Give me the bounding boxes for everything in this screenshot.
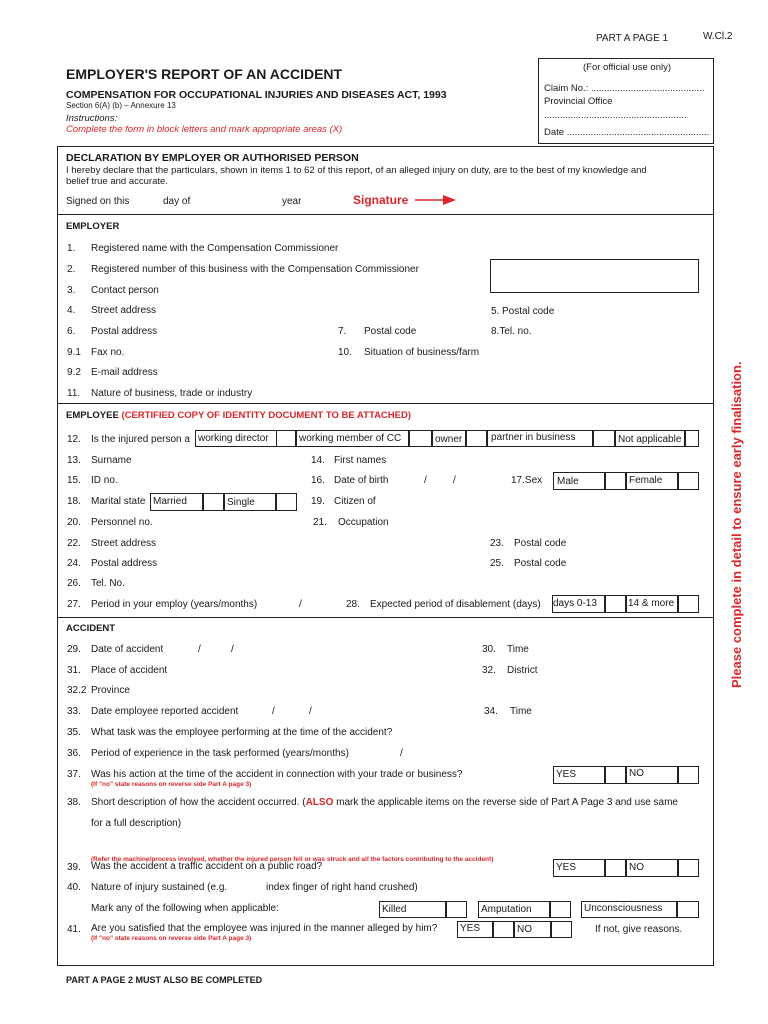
- sex-label: 17.Sex: [511, 475, 543, 486]
- postal-code-label: Postal code: [502, 306, 555, 317]
- id-no-label: ID no.: [91, 475, 118, 486]
- period-separator: /: [400, 748, 403, 759]
- nature-of-business-label: Nature of business, trade or industry: [91, 388, 253, 399]
- time-label: Time: [507, 644, 529, 655]
- item-number: 7.: [338, 326, 347, 337]
- description-text-b: mark the applicable items on the reverse side of Part A Page 3 and use same: [333, 797, 678, 808]
- marital-state-label: Marital state: [91, 496, 146, 507]
- declaration-text-1: I hereby declare that the particulars, shown in items 1 to 62 of this report, of an alleged injury on duty, are to the best of my knowledge and: [66, 165, 647, 176]
- killed-checkbox[interactable]: [446, 901, 467, 918]
- item-number: 21.: [313, 517, 327, 528]
- provincial-office-label: Provincial Office: [544, 96, 613, 107]
- employee-postal-code-label: Postal code: [514, 538, 567, 549]
- first-names-label: First names: [334, 455, 387, 466]
- footer-note: PART A PAGE 2 MUST ALSO BE COMPLETED: [66, 975, 263, 985]
- day-of-label: day of: [163, 196, 191, 207]
- postal-address-label: Postal address: [91, 326, 158, 337]
- owner-label: owner: [435, 434, 463, 445]
- owner-checkbox[interactable]: [466, 430, 487, 447]
- registered-name-label: Registered name with the Compensation Commissioner: [91, 243, 339, 254]
- item-number: 2.: [67, 264, 76, 275]
- item-number: 4.: [67, 305, 76, 316]
- female-checkbox[interactable]: [678, 472, 699, 490]
- q41-yes-label: YES: [460, 923, 481, 934]
- item-number: 5.: [491, 306, 500, 317]
- divider: [57, 214, 714, 215]
- item-number: 33.: [67, 706, 81, 717]
- date-field[interactable]: Date ......................................................: [544, 127, 710, 138]
- satisfied-label: Are you satisfied that the employee was injured in the manner alleged by him?: [91, 923, 438, 934]
- item-number: 36.: [67, 748, 81, 759]
- place-of-accident-label: Place of accident: [91, 665, 168, 676]
- item-number: 3.: [67, 285, 76, 296]
- item-number: 12.: [67, 434, 81, 445]
- date-separator: /: [309, 706, 312, 717]
- item-number: 20.: [67, 517, 81, 528]
- item-number: 24.: [67, 558, 81, 569]
- item-number: 41.: [67, 924, 81, 935]
- surname-label: Surname: [91, 455, 132, 466]
- partner-label: partner in business: [491, 432, 576, 443]
- item-number: 28.: [346, 599, 360, 610]
- declaration-heading: DECLARATION BY EMPLOYER OR AUTHORISED PERSON: [66, 152, 359, 164]
- days-14-more-checkbox[interactable]: [678, 595, 699, 613]
- time-reported-label: Time: [510, 706, 532, 717]
- employee-postal-address-label: Postal address: [91, 558, 158, 569]
- working-director-checkbox[interactable]: [276, 430, 296, 447]
- page-title: EMPLOYER'S REPORT OF AN ACCIDENT: [66, 66, 343, 82]
- province-label: Province: [91, 685, 130, 696]
- situation-label: Situation of business/farm: [364, 347, 480, 358]
- married-checkbox[interactable]: [203, 493, 224, 511]
- employee-tel-label: Tel. No.: [91, 578, 125, 589]
- item-number: 31.: [67, 665, 81, 676]
- item-number: 35.: [67, 727, 81, 738]
- q37-yes-checkbox[interactable]: [605, 766, 626, 784]
- accident-heading: ACCIDENT: [66, 623, 116, 634]
- employee-street-address-label: Street address: [91, 538, 157, 549]
- date-separator: /: [231, 644, 234, 655]
- item-number: 26.: [67, 578, 81, 589]
- item-number: 1.: [67, 243, 76, 254]
- item-number: 9.1: [67, 347, 81, 358]
- q39-yes-label: YES: [556, 862, 577, 873]
- tel-no-label: 8.Tel. no.: [491, 326, 532, 337]
- arrow-right-icon: [415, 193, 457, 207]
- give-reasons-label: If not, give reasons.: [595, 924, 683, 935]
- item-number: 27.: [67, 599, 81, 610]
- description-label: [91, 797, 678, 808]
- date-separator: /: [453, 475, 456, 486]
- year-label: year: [282, 196, 302, 207]
- q37-yes-label: YES: [556, 769, 577, 780]
- female-label: Female: [629, 475, 663, 486]
- item-number: 10.: [338, 347, 352, 358]
- killed-label: Killed: [382, 904, 407, 915]
- q41-no-checkbox[interactable]: [551, 921, 572, 938]
- item-number: 18.: [67, 496, 81, 507]
- district-label: District: [507, 665, 538, 676]
- official-use-heading: (For official use only): [583, 62, 671, 73]
- item-number: 11.: [67, 388, 81, 399]
- registered-number-box[interactable]: [490, 259, 699, 293]
- q37-no-label: NO: [629, 768, 644, 779]
- male-label: Male: [557, 476, 579, 487]
- item-number: 16.: [311, 475, 325, 486]
- part-page-label: PART A PAGE 1: [596, 33, 669, 44]
- unconsciousness-label: Unconsciousness: [584, 903, 663, 914]
- period-in-employ-label: Period in your employ (years/months): [91, 599, 258, 610]
- not-applicable-checkbox[interactable]: [685, 430, 699, 447]
- instructions-text: Complete the form in block letters and mark appropriate areas (X): [66, 124, 343, 135]
- item-number: 34.: [484, 706, 498, 717]
- q41-yes-checkbox[interactable]: [493, 921, 514, 938]
- days-14-more-label: 14 & more: [628, 598, 675, 609]
- employee-heading: [66, 410, 411, 421]
- item-number: 32.: [482, 665, 496, 676]
- q41-note: (If "no" state reasons on reverse side Part A page 3): [91, 935, 252, 942]
- date-reported-label: Date employee reported accident: [91, 706, 239, 717]
- description-also: ALSO: [305, 797, 334, 808]
- working-member-cc-checkbox[interactable]: [409, 430, 432, 447]
- male-checkbox[interactable]: [605, 472, 626, 490]
- item-number: 38.: [67, 797, 81, 808]
- days-0-13-label: 0-13 days: [553, 598, 597, 609]
- occupation-label: Occupation: [338, 517, 389, 528]
- item-number: 25.: [490, 558, 504, 569]
- claim-no-field[interactable]: Claim No.: ...........................................: [544, 83, 705, 94]
- item-number: 13.: [67, 455, 81, 466]
- married-label: Married: [153, 496, 187, 507]
- date-of-birth-label: Date of birth: [334, 475, 389, 486]
- q37-note: (If "no" state reasons on reverse side Part A page 3): [91, 781, 252, 788]
- signed-on-label: Signed on this: [66, 196, 130, 207]
- period-separator: /: [299, 599, 302, 610]
- injured-person-type-label: Is the injured person a: [91, 434, 190, 445]
- divider: [57, 403, 714, 404]
- postal-code-label: Postal code: [364, 326, 417, 337]
- amputation-checkbox[interactable]: [550, 901, 571, 918]
- employer-heading: EMPLOYER: [66, 221, 120, 232]
- form-code: W.Cl.2: [703, 31, 733, 42]
- date-separator: /: [272, 706, 275, 717]
- working-member-cc-label: working member of CC: [299, 433, 402, 444]
- days-0-13-checkbox[interactable]: [605, 595, 626, 613]
- item-number: 9.2: [67, 367, 81, 378]
- provincial-office-field[interactable]: ......................................................: [544, 110, 687, 121]
- fax-no-label: Fax no.: [91, 347, 125, 358]
- traffic-accident-label: Was the accident a traffic accident on a public road?: [91, 861, 323, 872]
- item-number: 14.: [311, 455, 325, 466]
- instructions-label: Instructions:: [66, 113, 118, 124]
- q38-note: (Refer the machine/process involved, whether the injured person fell or was struck and all the factors contributing to the accident): [91, 856, 494, 863]
- item-number: 22.: [67, 538, 81, 549]
- working-director-label: working director: [198, 433, 269, 444]
- side-note: Please complete in detail to ensure early finalisation.: [729, 361, 744, 688]
- q41-no-label: NO: [517, 924, 532, 935]
- nature-of-injury-label: Nature of injury sustained (e.g.: [91, 882, 228, 893]
- disablement-period-label: Expected period of disablement (days): [370, 599, 541, 610]
- item-number: 6.: [67, 326, 76, 337]
- citizen-of-label: Citizen of: [334, 496, 376, 507]
- divider: [57, 617, 714, 618]
- personnel-no-label: Personnel no.: [91, 517, 153, 528]
- date-separator: /: [424, 475, 427, 486]
- partner-checkbox[interactable]: [593, 430, 615, 447]
- q37-no-checkbox[interactable]: [678, 766, 699, 784]
- declaration-text-2: belief true and accurate.: [66, 176, 168, 187]
- nature-of-injury-example: index finger of right hand crushed): [266, 882, 418, 893]
- signature-label: Signature: [353, 193, 409, 207]
- date-separator: /: [198, 644, 201, 655]
- page-subtitle: COMPENSATION FOR OCCUPATIONAL INJURIES AND DISEASES ACT, 1993: [66, 89, 447, 101]
- q39-no-label: NO: [629, 862, 644, 873]
- item-number: 39.: [67, 862, 81, 873]
- item-number: 40.: [67, 882, 81, 893]
- item-number: 32.2: [67, 685, 87, 696]
- in-connection-label: Was his action at the time of the accident in connection with your trade or business?: [91, 769, 463, 780]
- description-text-a: Short description of how the accident occurred. (: [91, 797, 306, 808]
- amputation-label: Amputation: [481, 904, 532, 915]
- experience-label: Period of experience in the task performed (years/months): [91, 748, 349, 759]
- date-of-accident-label: Date of accident: [91, 644, 164, 655]
- section-ref: Section 6(A) (b) – Annexure 13: [66, 101, 176, 110]
- item-number: 19.: [311, 496, 325, 507]
- item-number: 15.: [67, 475, 81, 486]
- email-label: E-mail address: [91, 367, 158, 378]
- description-text-c: for a full description): [91, 818, 182, 829]
- employee-heading-note: (CERTIFIED COPY OF IDENTITY DOCUMENT TO BE ATTACHED): [121, 410, 412, 421]
- single-checkbox[interactable]: [276, 493, 297, 511]
- item-number: 23.: [490, 538, 504, 549]
- item-number: 30.: [482, 644, 496, 655]
- mark-applicable-label: Mark any of the following when applicable:: [91, 903, 279, 914]
- task-label: What task was the employee performing at the time of the accident?: [91, 727, 393, 738]
- item-number: 29.: [67, 644, 81, 655]
- employee-heading-text: EMPLOYEE: [66, 410, 119, 421]
- employee-postal-code-2-label: Postal code: [514, 558, 567, 569]
- contact-person-label: Contact person: [91, 285, 159, 296]
- item-number: 37.: [67, 769, 81, 780]
- not-applicable-label: Not applicable: [618, 434, 682, 445]
- unconsciousness-checkbox[interactable]: [677, 901, 699, 918]
- street-address-label: Street address: [91, 305, 157, 316]
- q39-no-checkbox[interactable]: [678, 859, 699, 877]
- single-label: Single: [227, 497, 255, 508]
- registered-number-label: Registered number of this business with the Compensation Commissioner: [91, 264, 419, 275]
- q39-yes-checkbox[interactable]: [605, 859, 626, 877]
